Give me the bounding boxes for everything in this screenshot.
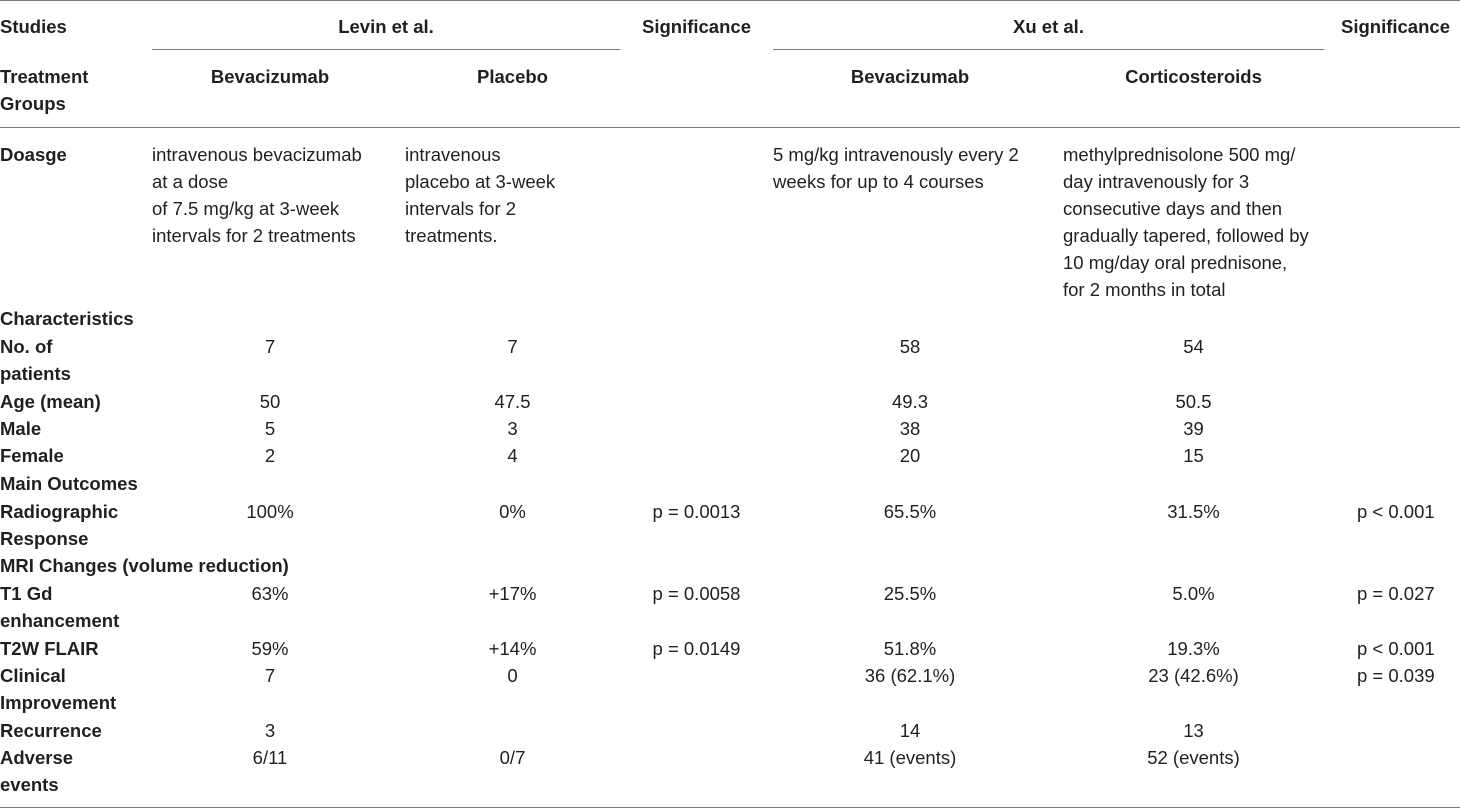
cell-male-levin-placebo: 3 [507,418,518,439]
row-label-patients-l1: No. of [0,336,53,357]
cell-clinical-levin-placebo: 0 [507,665,518,686]
cell-adverse-xu-bev: 41 (events) [863,747,957,768]
top-rule [0,0,1460,1]
row-label-clinical-l1: Clinical [0,665,66,686]
header-significance-2: Significance [1341,16,1450,37]
header-bevacizumab-levin: Bevacizumab [210,66,330,87]
header-levin: Levin et al. [338,16,434,37]
levin-span-rule [152,49,620,50]
cell-age-xu-cort: 50.5 [1175,391,1212,412]
xu-span-rule [773,49,1324,50]
cell-t1gd-levin-placebo: +17% [488,583,537,604]
header-treatment-groups-l2: Groups [0,93,66,114]
row-label-t2w: T2W FLAIR [0,638,99,659]
row-label-t1gd-l2: enhancement [0,610,120,631]
header-studies: Studies [0,16,67,37]
cell-t2w-xu-significance: p < 0.001 [1357,638,1435,659]
header-bevacizumab-xu: Bevacizumab [850,66,970,87]
cell-adverse-levin-bev: 6/11 [252,747,288,768]
cell-t2w-levin-placebo: +14% [488,638,537,659]
cell-t1gd-xu-cort: 5.0% [1172,583,1215,604]
row-label-age: Age (mean) [0,391,101,412]
cell-clinical-xu-significance: p = 0.039 [1357,665,1435,686]
row-label-patients-l2: patients [0,363,71,384]
header-significance-1: Significance [642,16,751,37]
cell-radiographic-levin-bev: 100% [246,501,294,522]
cell-t1gd-xu-bev: 25.5% [883,583,937,604]
row-label-dosage: Doasge [0,144,67,165]
cell-patients-xu-bev: 58 [899,336,921,357]
row-label-male: Male [0,418,42,439]
section-main-outcomes: Main Outcomes [0,473,138,494]
cell-male-xu-bev: 38 [899,418,921,439]
cell-radiographic-levin-placebo: 0% [499,501,526,522]
row-label-t1gd-l1: T1 Gd [0,583,53,604]
cell-recurrence-levin-bev: 3 [264,720,276,741]
cell-t1gd-levin-bev: 63% [251,583,289,604]
row-label-radiographic-l1: Radiographic [0,501,119,522]
bottom-rule [0,807,1460,808]
cell-t1gd-xu-significance: p = 0.027 [1357,583,1435,604]
cell-female-levin-placebo: 4 [507,445,518,466]
row-label-adverse-l2: events [0,774,59,795]
row-label-clinical-l2: Improvement [0,692,117,713]
cell-patients-xu-cort: 54 [1183,336,1204,357]
cell-radiographic-levin-significance: p = 0.0013 [652,501,741,522]
cell-recurrence-xu-cort: 13 [1183,720,1204,741]
row-label-female: Female [0,445,64,466]
cell-age-xu-bev: 49.3 [891,391,928,412]
cell-age-levin-bev: 50 [259,391,281,412]
cell-female-xu-cort: 15 [1183,445,1204,466]
cell-t1gd-levin-significance: p = 0.0058 [652,583,741,604]
cell-clinical-xu-cort: 23 (42.6%) [1148,665,1239,686]
cell-female-xu-bev: 20 [899,445,921,466]
cell-radiographic-xu-bev: 65.5% [883,501,937,522]
cell-t2w-levin-bev: 59% [251,638,289,659]
cell-patients-levin-placebo: 7 [507,336,518,357]
cell-radiographic-xu-significance: p < 0.001 [1357,501,1435,522]
header-corticosteroids: Corticosteroids [1125,66,1262,87]
header-xu: Xu et al. [1013,16,1084,37]
row-label-recurrence: Recurrence [0,720,102,741]
cell-clinical-levin-bev: 7 [264,665,276,686]
row-label-adverse-l1: Adverse [0,747,74,768]
header-bottom-rule [0,127,1460,128]
row-label-radiographic-l2: Response [0,528,89,549]
cell-clinical-xu-bev: 36 (62.1%) [864,665,956,686]
cell-t2w-levin-significance: p = 0.0149 [652,638,741,659]
cell-t2w-xu-cort: 19.3% [1167,638,1220,659]
cell-male-xu-cort: 39 [1183,418,1204,439]
cell-patients-levin-bev: 7 [264,336,276,357]
cell-age-levin-placebo: 47.5 [494,391,531,412]
cell-radiographic-xu-cort: 31.5% [1167,501,1220,522]
header-placebo: Placebo [477,66,548,87]
cell-adverse-xu-cort: 52 (events) [1147,747,1240,768]
section-mri-changes: MRI Changes (volume reduction) [0,555,289,576]
section-characteristics: Characteristics [0,308,134,329]
cell-adverse-levin-placebo: 0/7 [499,747,526,768]
cell-recurrence-xu-bev: 14 [899,720,921,741]
cell-male-levin-bev: 5 [264,418,276,439]
header-treatment-groups-l1: Treatment [0,66,89,87]
cell-female-levin-bev: 2 [264,445,276,466]
cell-t2w-xu-bev: 51.8% [883,638,937,659]
